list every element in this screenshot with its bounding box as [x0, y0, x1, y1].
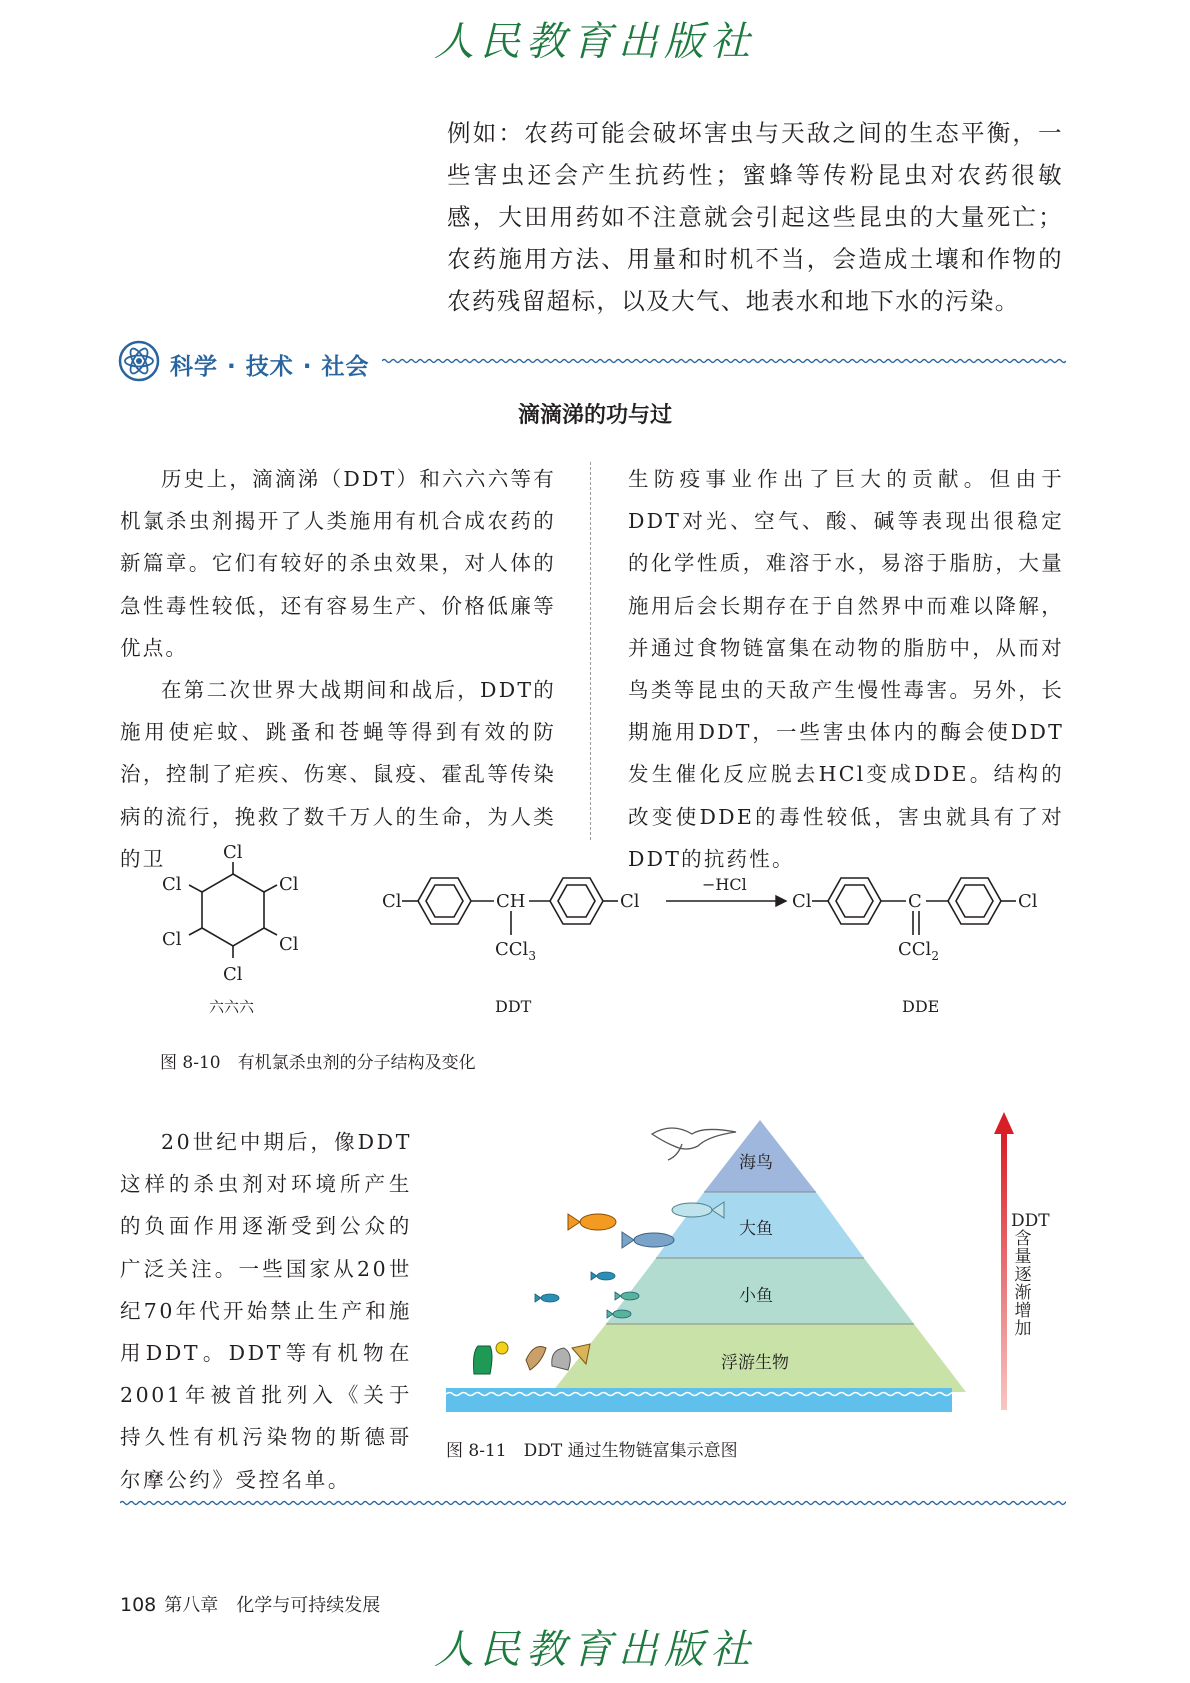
- cl-label: Cl: [620, 891, 640, 912]
- chapter-title: 第八章 化学与可持续发展: [164, 1595, 381, 1616]
- label-small-fish: 小鱼: [739, 1286, 773, 1306]
- publisher-logo: 人民教育出版社: [434, 1627, 756, 1673]
- cl-label: Cl: [223, 842, 243, 863]
- ch-label: CH: [496, 891, 526, 912]
- cl-label: Cl: [223, 964, 243, 985]
- ccl2-label: CCl$_2$: [898, 939, 939, 963]
- intro-paragraph: 例如：农药可能会破坏害虫与天敌之间的生态平衡，一些害虫还会产生抗药性；蜜蜂等传粉昆虫对农药很敏感，大田用药如不注意就会引起这些昆虫的大量死亡；农药施用方法、用量和时机不当，会造成土壤和作物的农药残留超标，以及大气、地表水和地下水的污染。: [447, 119, 1063, 315]
- ddt-increase-label: DDT含量逐渐增加: [1011, 1211, 1050, 1339]
- arrow-label: −HCl: [702, 875, 747, 894]
- ccl3-label: CCl$_3$: [495, 939, 536, 963]
- section-label: 科学 · 技术 · 社会: [170, 354, 370, 380]
- cl-label: Cl: [792, 891, 812, 912]
- article-bottom-column: [120, 1121, 412, 1501]
- name-666: 六六六: [209, 998, 255, 1016]
- article-right-column: [628, 458, 1064, 880]
- paragraph: 历史上，滴滴涕（DDT）和六六六等有机氯杀虫剂揭开了人类施用有机合成农药的新篇章。它们有较好的杀虫效果，对人体的急性毒性较低，还有容易生产、价格低廉等优点。: [120, 467, 556, 660]
- cl-label: Cl: [279, 934, 299, 955]
- seagull-icon: [652, 1128, 736, 1160]
- atom-icon: [118, 340, 160, 382]
- hexachlorocyclohexane-structure: [189, 862, 277, 958]
- cl-label: Cl: [162, 929, 182, 950]
- label-plankton: 浮游生物: [721, 1353, 789, 1373]
- name-ddt: DDT: [495, 997, 532, 1016]
- water-surface: [446, 1388, 952, 1412]
- name-dde: DDE: [902, 997, 940, 1016]
- label-seabird: 海鸟: [739, 1153, 773, 1173]
- section-wavy-divider: [382, 355, 1066, 367]
- figure-8-11-pyramid: [446, 1112, 1006, 1422]
- cl-label: Cl: [1018, 891, 1038, 912]
- article-title: 滴滴涕的功与过: [517, 403, 672, 428]
- page-footer: [120, 1591, 380, 1617]
- page-number: 108: [120, 1594, 157, 1616]
- paragraph: 生防疫事业作出了巨大的贡献。但由于DDT对光、空气、酸、碱等表现出很稳定的化学性质，难溶于水，易溶于脂肪，大量施用后会长期存在于自然界中而难以降解，并通过食物链富集在动物的脂肪中，从而对鸟类等昆虫的天敌产生慢性毒害。另外，长期施用DDT，一些害虫体内的酶会使DDT发生催化反应脱去HCl变成DDE。结构的改变使DDE的毒性较低，害虫就具有了对DDT的抗药性。: [628, 467, 1064, 871]
- figure-8-11-caption: 图 8-11 DDT 通过生物链富集示意图: [446, 1441, 738, 1461]
- column-divider: [590, 462, 591, 840]
- c-label: C: [908, 891, 922, 912]
- section-end-wavy-divider: [120, 1497, 1066, 1509]
- paragraph: 20世纪中期后，像DDT这样的杀虫剂对环境所产生的负面作用逐渐受到公众的广泛关注。一些国家从20世纪70年代开始禁止生产和施用DDT。DDT等有机物在2001年被首批列入《关于持久性有机污染物的斯德哥尔摩公约》受控名单。: [120, 1130, 412, 1492]
- orange-fish-icon: [568, 1214, 616, 1230]
- cl-label: Cl: [382, 891, 402, 912]
- big-fish-icon: [622, 1232, 674, 1248]
- label-big-fish: 大鱼: [739, 1219, 773, 1239]
- paragraph: 在第二次世界大战期间和战后，DDT的施用使疟蚊、跳蚤和苍蝇等得到有效的防治，控制了疟疾、伤寒、鼠疫、霍乱等传染病的流行，挽救了数千万人的生命，为人类的卫: [120, 678, 556, 871]
- article-left-column: [120, 458, 556, 880]
- reaction-arrow: [666, 896, 786, 906]
- figure-8-10-structures: [140, 840, 1080, 1040]
- cl-label: Cl: [279, 874, 299, 895]
- figure-8-10-caption: 图 8-10 有机氯杀虫剂的分子结构及变化: [160, 1053, 476, 1073]
- cl-label: Cl: [162, 874, 182, 895]
- small-fish-icon: [535, 1272, 639, 1318]
- publisher-logo: 人民教育出版社: [434, 19, 756, 65]
